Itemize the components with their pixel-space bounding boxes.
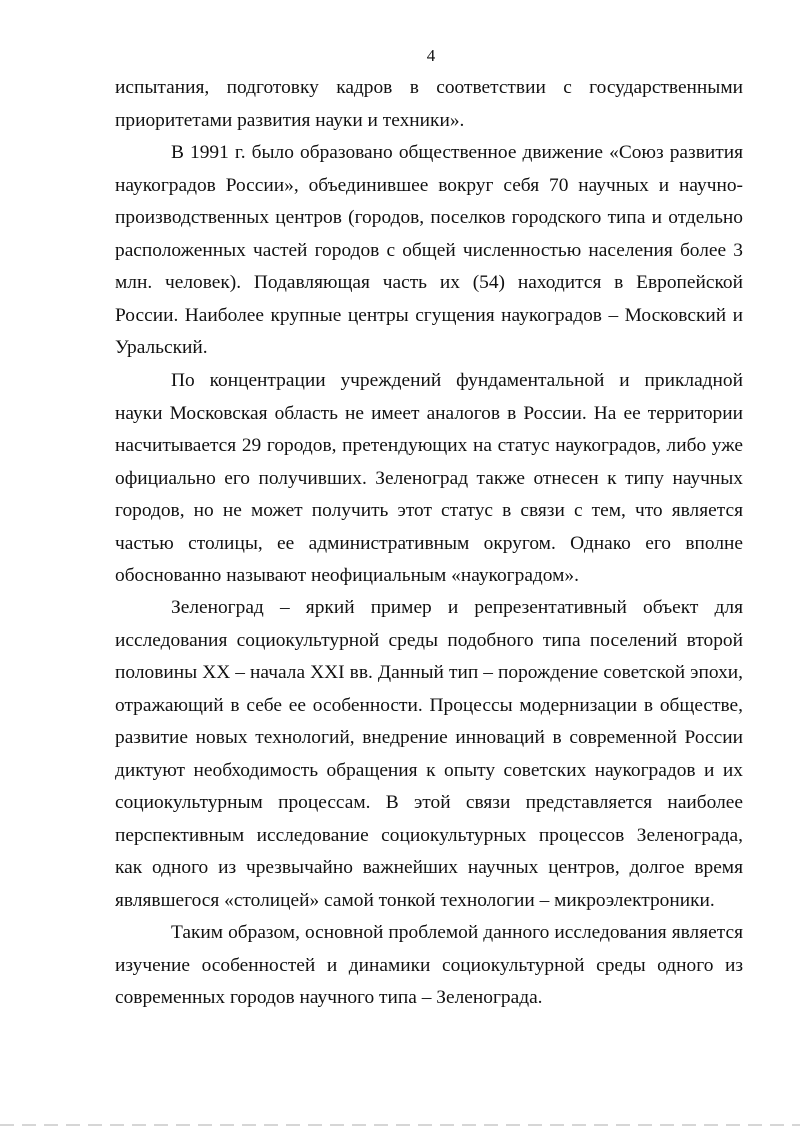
body-text: [115, 592, 743, 917]
body-text: [115, 365, 743, 593]
paragraph-research-problem: Таким образом, основной проблемой данного исследования является изучение особенностей и динамики социокультурной среды одного из современных городов научного типа – Зеленограда.: [115, 922, 743, 1008]
paragraph-moscow-region: По концентрации учреждений фундаментальной и прикладной науки Московская область не имеет аналогов в России. На ее территории насчитывается 29 городов, претендующих на статус наукоградов, либо уже официально его получивших. Зеленоград также отнесен к типу научных городов, но не может получить этот статус в связи с тем, что является частью столицы, ее административным округом. Однако его вполне обоснованно называют неофициальным «наукоградом».: [115, 370, 743, 586]
body-text: [115, 917, 743, 1015]
body-text: [115, 72, 743, 137]
page-number: 4: [426, 46, 436, 65]
paragraph-zelenograd-example: Зеленоград – яркий пример и репрезентативный объект для исследования социокультурной среды подобного типа поселений второй половины XX – начала XXI вв. Данный тип – порождение советской эпохи, отражающий в себе ее особенности. Процессы модернизации в обществе, развитие новых технологий, внедрение инноваций в современной России диктуют необходимость обращения к опыту советских наукоградов и их социокультурным процессам. В этой связи представляется наиболее перспективным исследование социокультурных процессов Зеленограда, как одного из чрезвычайно важнейших научных центров, долгое время являвшегося «столицей» самой тонкой технологии – микроэлектроники.: [115, 597, 743, 911]
paragraph-continuation: испытания, подготовку кадров в соответствии с государственными приоритетами развития науки и техники».: [115, 77, 743, 131]
scan-edge-line: [0, 1124, 800, 1126]
body-text: [115, 137, 743, 365]
paragraph-union-of-science-cities: В 1991 г. было образовано общественное движение «Союз развития наукоградов России», объединившее вокруг себя 70 научных и научно-производственных центров (городов, поселков городского типа и отдельно расположенных частей городов с общей численностью населения более 3 млн. человек). Подавляющая часть их (54) находится в Европейской России. Наиболее крупные центры сгущения наукоградов – Московский и Уральский.: [115, 142, 743, 358]
